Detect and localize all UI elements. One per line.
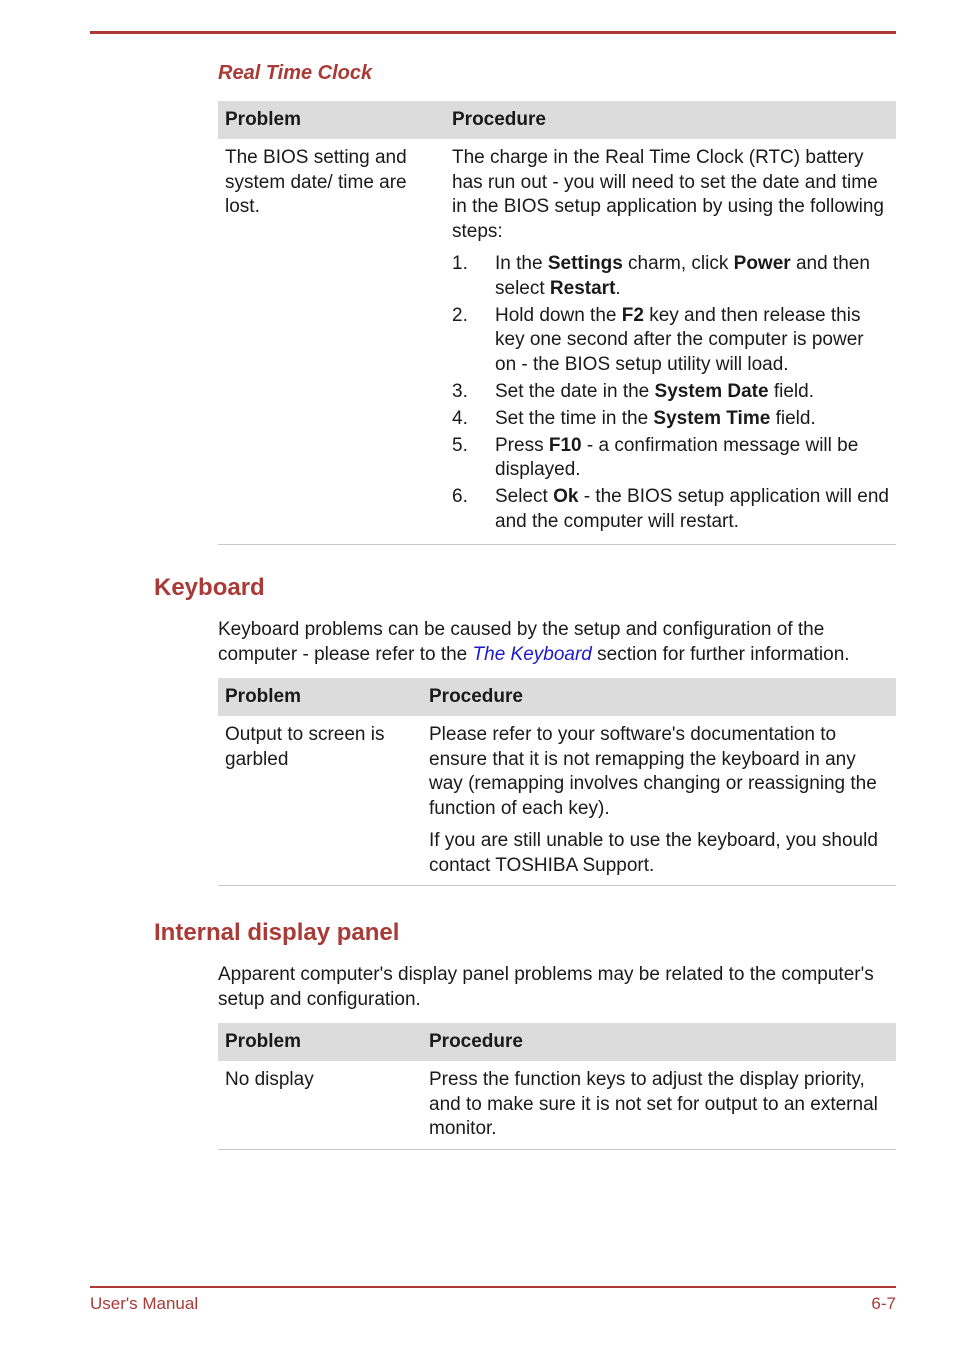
page-number: 6-7: [871, 1294, 896, 1313]
step-text: Hold down the: [495, 304, 622, 326]
step-item: [452, 434, 889, 483]
step-item: [452, 304, 889, 378]
display-section-title: Internal display panel: [154, 919, 400, 946]
step-emphasis: Settings: [547, 253, 623, 274]
display-table: [218, 1023, 896, 1150]
step-number: 1.: [452, 253, 468, 274]
header-problem: Problem: [218, 101, 445, 139]
keyboard-intro-text-b: section for further information.: [591, 643, 850, 665]
table-row: [218, 1061, 896, 1149]
step-text: - the BIOS setup application will end and the computer will restart.: [495, 486, 889, 532]
step-number: 3.: [452, 380, 468, 402]
footer-title: User's Manual: [90, 1294, 199, 1313]
display-intro: Apparent computer's display panel problems may be related to the computer's setup and configuration.: [218, 964, 874, 1010]
top-rule: [90, 31, 896, 34]
step-item: [452, 252, 889, 301]
table-row: [218, 716, 896, 886]
keyboard-section-title: Keyboard: [154, 574, 265, 601]
rtc-subsection-title: Real Time Clock: [218, 62, 373, 84]
step-emphasis: Power: [733, 253, 791, 274]
step-text: Set the time in the: [495, 407, 654, 429]
header-procedure: Procedure: [422, 678, 896, 716]
table-row: [218, 139, 896, 544]
step-item: [452, 485, 889, 534]
step-text: - a confirmation message will be displayed.: [495, 434, 859, 480]
step-emphasis: System Date: [654, 380, 769, 402]
header-problem: Problem: [218, 678, 422, 716]
table-header-row: [218, 101, 896, 139]
header-procedure: Procedure: [445, 101, 896, 139]
step-text: Press: [495, 434, 549, 456]
problem-cell: Output to screen is garbled: [218, 716, 422, 886]
step-emphasis: Ok: [553, 486, 579, 507]
problem-cell: The BIOS setting and system date/ time are lost.: [218, 139, 445, 544]
step-item: [452, 380, 889, 405]
step-text: key and then release this key one second after the computer is power on - the BIOS setup utility will load.: [495, 304, 864, 375]
step-emphasis: Restart: [549, 277, 616, 299]
keyboard-table: [218, 678, 896, 886]
step-text: Select: [495, 486, 554, 507]
procedure-cell: [422, 716, 896, 886]
step-number: 5.: [452, 434, 468, 456]
step-text: field.: [770, 407, 816, 429]
keyboard-intro-text-a: Keyboard problems can be caused by the setup and configuration of the computer - please refer to the: [218, 619, 825, 665]
rtc-table: [218, 101, 896, 545]
step-item: [452, 407, 889, 432]
table-header-row: [218, 1023, 896, 1061]
step-text: Set the date in the: [495, 380, 655, 402]
step-emphasis: System Time: [653, 407, 771, 429]
problem-cell: No display: [218, 1061, 422, 1149]
bottom-rule: [90, 1286, 896, 1288]
step-number: 4.: [452, 407, 468, 429]
procedure-intro: The charge in the Real Time Clock (RTC) battery has run out - you will need to set the date and time in the BIOS setup application by using the following steps:: [452, 147, 884, 242]
header-procedure: Procedure: [422, 1023, 896, 1061]
header-problem: Problem: [218, 1023, 422, 1061]
step-text: charm, click: [622, 253, 734, 274]
the-keyboard-link[interactable]: The Keyboard: [472, 643, 592, 665]
step-number: 6.: [452, 486, 468, 507]
step-emphasis: F10: [548, 434, 582, 456]
step-number: 2.: [452, 304, 468, 326]
procedure-paragraph: Please refer to your software's documentation to ensure that it is not remapping the keyboard in any way (remapping involves changing or reassigning the function of each key).: [429, 724, 877, 819]
step-text: .: [615, 277, 621, 299]
table-header-row: [218, 678, 896, 716]
procedure-cell: [445, 139, 896, 544]
step-text: and then select: [495, 253, 870, 299]
step-emphasis: F2: [621, 304, 644, 326]
procedure-cell: Press the function keys to adjust the display priority, and to make sure it is not set for output to an external monitor.: [422, 1061, 896, 1149]
steps-list: [452, 252, 889, 534]
procedure-paragraph: If you are still unable to use the keyboard, you should contact TOSHIBA Support.: [429, 830, 878, 876]
keyboard-intro: [218, 618, 908, 667]
step-text: In the: [495, 253, 548, 274]
step-text: field.: [768, 380, 814, 402]
